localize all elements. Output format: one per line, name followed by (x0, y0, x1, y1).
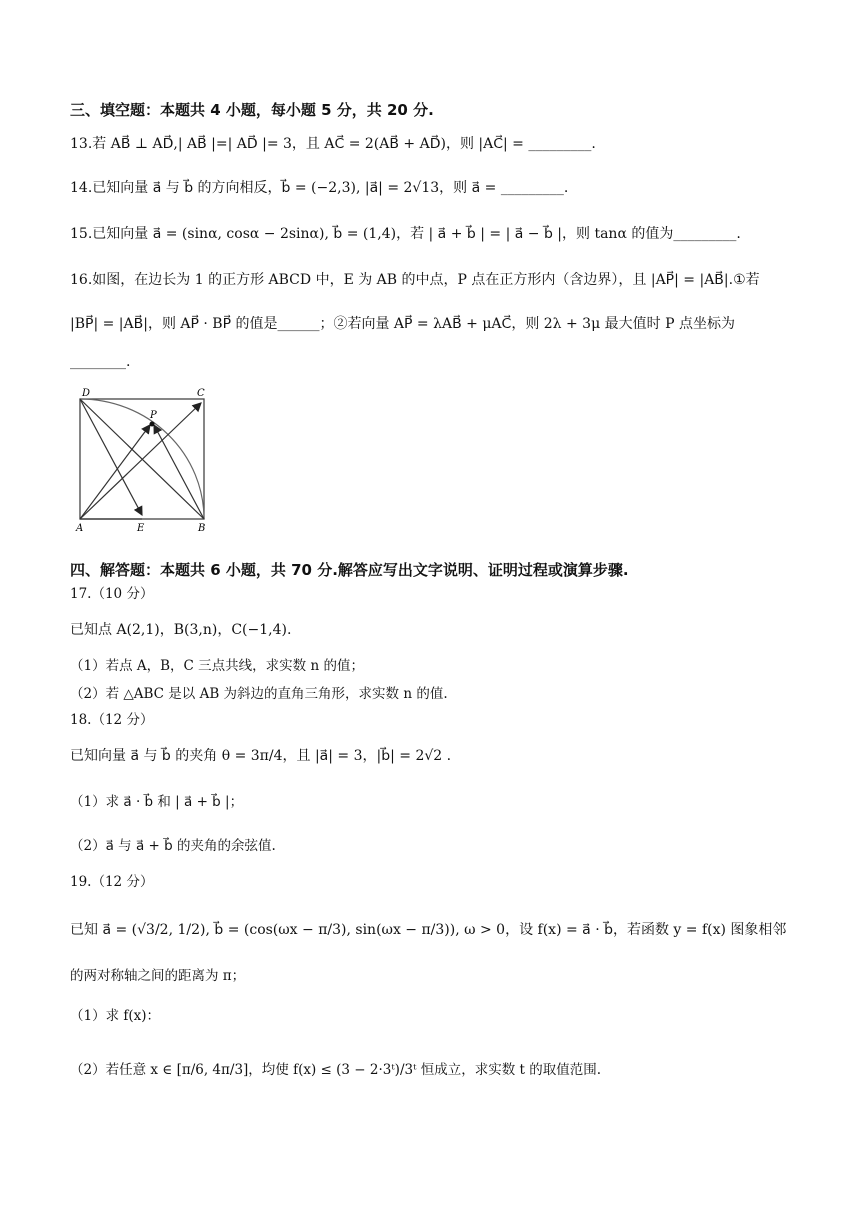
label-B: B (198, 523, 206, 534)
point-P (150, 422, 155, 427)
square-figure (70, 385, 220, 535)
question-17-stem: 已知点 A(2,1)，B(3,n)，C(−1,4). (70, 622, 292, 638)
question-18-stem: 已知向量 a⃗ 与 b⃗ 的夹角 θ = 3π/4，且 |a⃗| = 3，|b⃗| = 2√2 . (70, 748, 452, 764)
vector-DE (80, 399, 142, 515)
section-4-heading: 四、解答题：本题共 6 小题，共 70 分.解答应写出文字说明、证明过程或演算步骤. (70, 561, 629, 579)
label-A: A (76, 523, 84, 534)
label-P: P (150, 410, 157, 421)
question-17-header: 17.（10 分） (70, 586, 154, 602)
question-19-header: 19.（12 分） (70, 874, 154, 890)
vector-AC (80, 403, 201, 519)
question-19-stem-2: 的两对称轴之间的距离为 π； (70, 968, 246, 984)
question-17-part-2: （2）若 △ABC 是以 AB 为斜边的直角三角形，求实数 n 的值. (70, 686, 448, 702)
question-19-stem-1: 已知 a⃗ = (√3/2, 1/2), b⃗ = (cos(ωx − π/3), sin(ωx − π/3)), ω > 0，设 f(x) = a⃗ · b⃗，若函数 y = f(x) 图象相邻 (70, 922, 787, 938)
question-18-part-1: （1）求 a⃗ · b⃗ 和 | a⃗ + b⃗ |； (70, 794, 244, 810)
vector-AP (80, 425, 150, 519)
question-19-part-2: （2）若任意 x ∈ [π/6, 4π/3]，均使 f(x) ≤ (3 − 2·3ᵗ)/3ᵗ 恒成立，求实数 t 的取值范围. (70, 1062, 601, 1078)
section-3-heading: 三、填空题：本题共 4 小题，每小题 5 分，共 20 分. (70, 101, 434, 119)
label-C: C (197, 388, 205, 399)
vector-BP (154, 425, 204, 519)
label-E: E (137, 523, 145, 534)
question-16-line-3: ________. (70, 354, 131, 370)
question-14: 14.已知向量 a⃗ 与 b⃗ 的方向相反，b⃗ = (−2,3), |a⃗| = 2√13，则 a⃗ = _________. (70, 180, 569, 196)
question-18-header: 18.（12 分） (70, 712, 154, 728)
question-16-line-1: 16.如图，在边长为 1 的正方形 ABCD 中，E 为 AB 的中点，P 点在正方形内（含边界），且 |AP⃗| = |AB⃗|.①若 (70, 272, 760, 288)
question-17-part-1: （1）若点 A，B，C 三点共线，求实数 n 的值； (70, 658, 364, 674)
question-13: 13.若 AB⃗ ⊥ AD⃗,| AB⃗ |=| AD⃗ |= 3，且 AC⃗ = 2(AB⃗ + AD⃗)，则 |AC⃗| = _________. (70, 136, 596, 152)
question-18-part-2: （2）a⃗ 与 a⃗ + b⃗ 的夹角的余弦值. (70, 838, 276, 854)
question-15: 15.已知向量 a⃗ = (sinα, cosα − 2sinα), b⃗ = (1,4)，若 | a⃗ + b⃗ | = | a⃗ − b⃗ |，则 tanα 的值为_________. (70, 226, 741, 242)
question-16-line-2: |BP⃗| = |AB⃗|，则 AP⃗ · BP⃗ 的值是______；②若向量 AP⃗ = λAB⃗ + μAC⃗，则 2λ + 3μ 最大值时 P 点坐标为 (70, 316, 735, 332)
label-D: D (82, 388, 91, 399)
question-19-part-1: （1）求 f(x)： (70, 1008, 161, 1024)
